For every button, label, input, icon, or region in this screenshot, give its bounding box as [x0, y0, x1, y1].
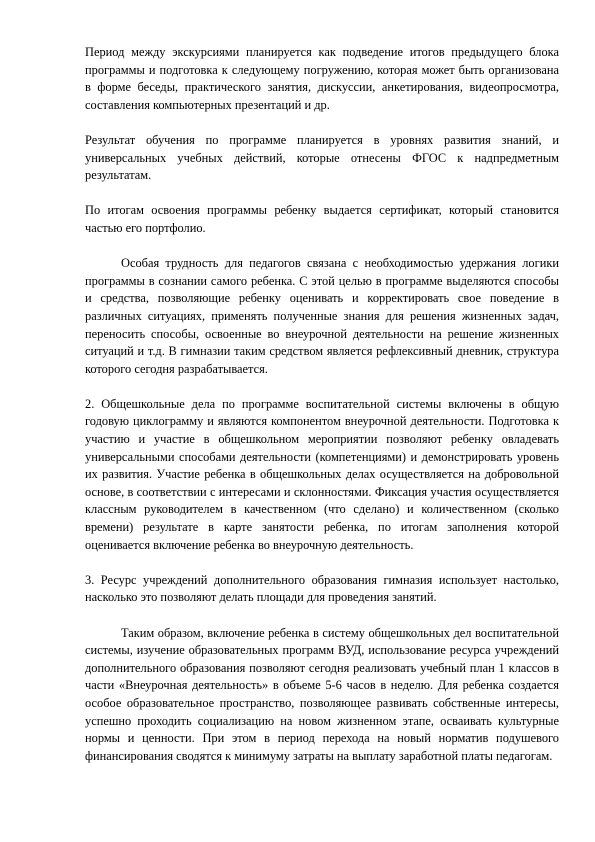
paragraph-excursion-period: Период между экскурсиями планируется как подведение итогов предыдущего блока программы и подготовка к следующему погружению, которая может быть организована в форме беседы, практического занятия, дискуссии, анкетирования, видеопросмотра, составления компьютерных презентаций и др. — [85, 45, 559, 112]
paragraph-learning-result: Результат обучения по программе планируется в уровнях развития знаний, и универсальных учебных действий, которые отнесены ФГОС к надпредметным результатам. — [85, 132, 559, 183]
paragraph-certificate: По итогам освоения программы ребенку выдается сертификат, который становится частью его портфолио. — [85, 203, 559, 235]
paragraph-resources: 3. Ресурс учреждений дополнительного образования гимназия использует настолько, насколько это позволяют делать площади для проведения занятий. — [85, 572, 559, 605]
paragraph-conclusion: Таким образом, включение ребенка в систему общешкольных дел воспитательной системы, изучение образовательных программ ВУД, использование ресурса учреждений дополнительного образования позволяют сегодня реализовать учебный план 1 классов в части «Внеурочная деятельность» в объеме 5-6 часов в неделю. Для ребенка создается особое образовательное пространство, позволяющее развивать собственные интересы, успешно проходить социализацию на новом жизненном этапе, осваивать культурные нормы и ценности. При этом в период перехода на новый норматив подушевого финансирования сводятся к минимуму затраты на выплату заработной платы педагогам. — [85, 625, 559, 763]
document-body — [85, 44, 559, 765]
paragraph-school-events: 2. Общешкольные дела по программе воспитательной системы включены в общую годовую циклограмму и являются компонентом внеурочной деятельности. Подготовка к участию и участие в общешкольном мероприятии позволяют ребенку овладевать универсальными способами деятельности (компетенциями) и демонстрировать уровень их развития. Участие ребенка в общешкольных делах осуществляется на добровольной основе, в соответствии с интересами и склонностями. Фиксация участия осуществляется классным руководителем в качественном (что сделано) и количественном (сколько времени) результате в карте занятости ребенка, по итогам заполнения которой оценивается включение ребенка во внеурочную деятельность. — [85, 396, 559, 552]
paragraph-teacher-difficulty: Особая трудность для педагогов связана с необходимостью удержания логики программы в сознании самого ребенка. С этой целью в программе выделяются способы и средства, позволяющие ребенку оценивать и корректировать свое поведение в различных ситуациях, применять полученные знания для решения жизненных задач, переносить способы, освоенные во внеурочной деятельности на решение жизненных ситуаций и т.д. В гимназии таким средством является рефлексивный дневник, структура которого сегодня разрабатывается. — [85, 256, 559, 376]
